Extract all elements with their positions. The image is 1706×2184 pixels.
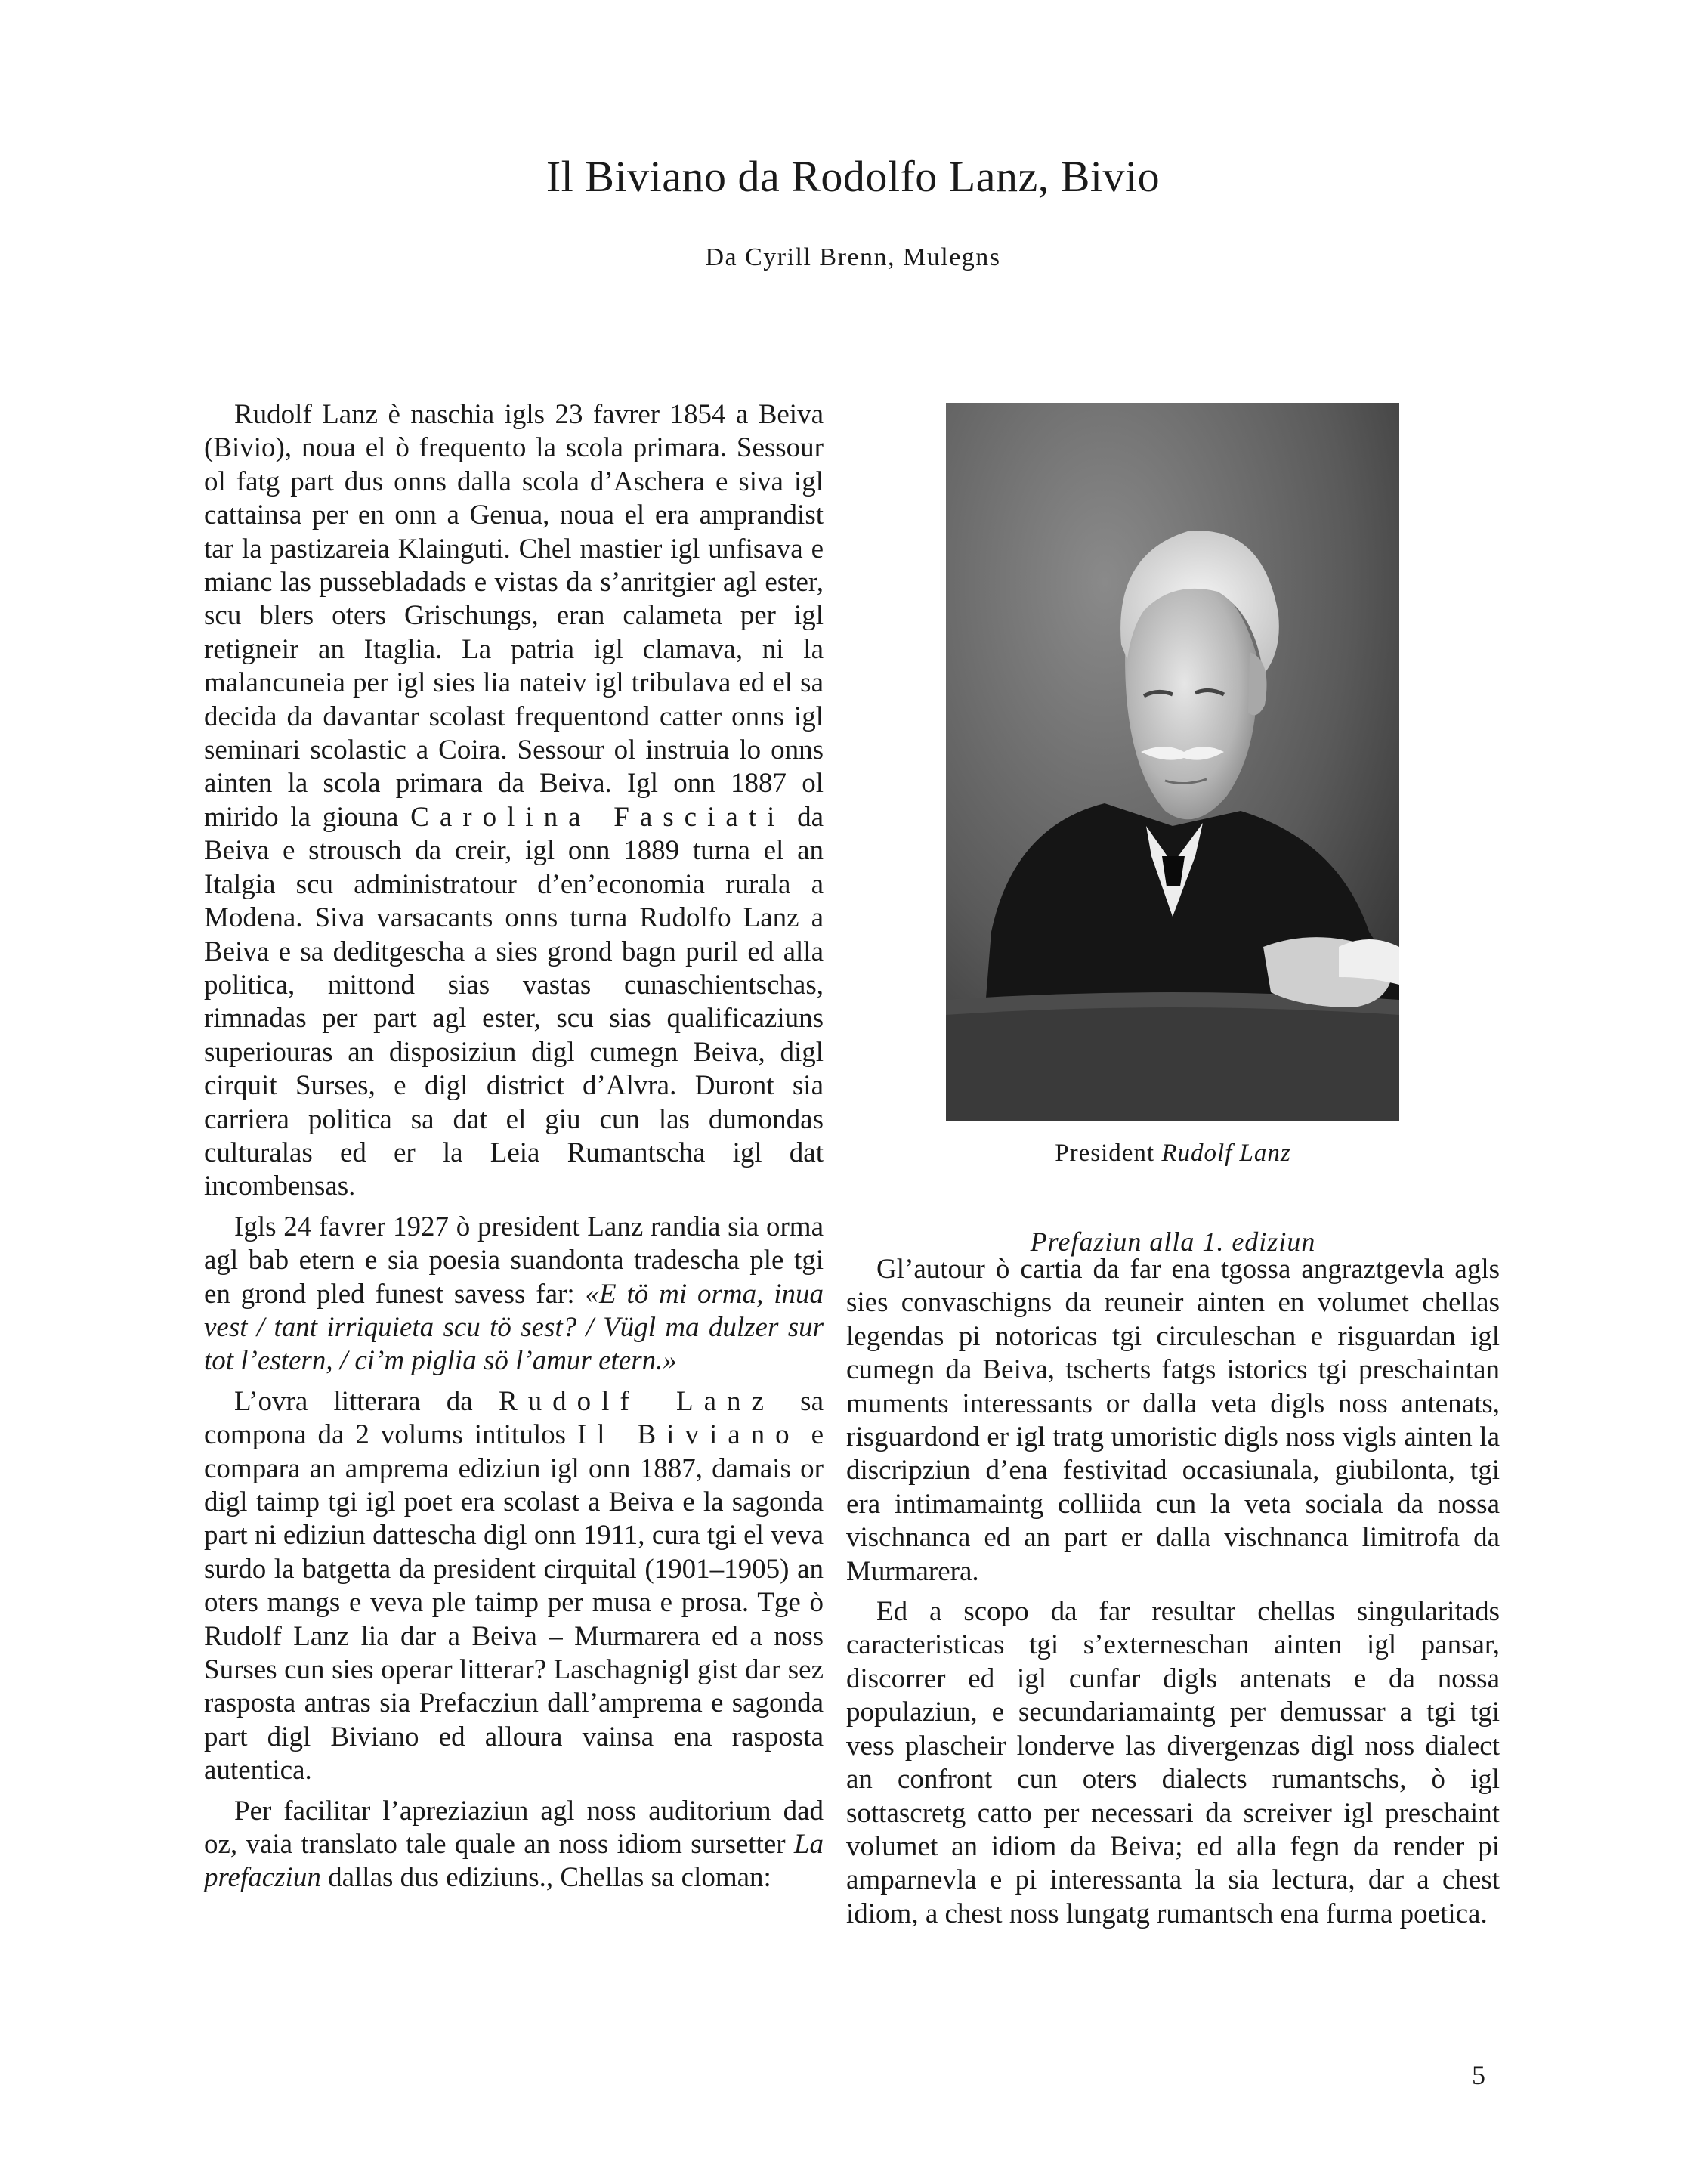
poem-quote: «E tö mi orma, inua vest / tant irriquieta scu tö sest? / Vügl ma dulzer sur tot l’estern, / ci’m piglia sö l’amur etern.» bbox=[204, 1278, 824, 1377]
paragraph-death: Igls 24 favrer 1927 ò president Lanz randia sia orma agl bab etern e sia poesia suandonta tradescha ple tgi en grond pled funest savess far: «E tö mi orma, inua vest / tant irriquieta scu tö sest? / Vügl ma dulzer sur tot l’estern, / ci’m piglia sö l’amur etern.» bbox=[204, 1211, 824, 1377]
article-author: Da Cyrill Brenn, Mulegns bbox=[705, 243, 1001, 271]
work-title-spaced: Il Biviano bbox=[576, 1419, 800, 1451]
paragraph-preface-2: Ed a scopo da far resultar chellas singularitads caracteristicas tgi s’externeschan ainten igl pansar, discorrer ed igl cunfar digls antenats e da nossa populaziun, e secundariamaintg per demussar a tgi tgi vess plascheir londerve las divergenzas digl noss dialect an confront cun oters dialects rumantschs, ò igl sottascretg catto per necessari da screiver igl preschaint volumet an idiom da Beiva; ed alla fegn da render pi amparnevla e pi interessanta la sia lectura, dar a chest idiom, a chest noss lungatg rumantsch ena furma poetica. bbox=[846, 1596, 1500, 1929]
photo-caption: President Rudolf Lanz bbox=[1055, 1140, 1291, 1167]
page-number: 5 bbox=[1472, 2060, 1485, 2090]
name-spaced: Carolina Fasciati bbox=[410, 801, 786, 833]
paragraph-translation: Per facilitar l’apreziaziun agl noss auditorium dad oz, vaia translato tale quale an noss idiom sursetter La prefacziun dallas dus ediziuns., Chellas sa cloman: bbox=[204, 1795, 824, 1894]
paragraph-biography: Rudolf Lanz è naschia igls 23 favrer 1854 a Beiva (Bivio), noua el ò frequento la scola primara. Sessour ol fatg part dus onns dalla scola d’Aschera e siva igl cattainsa per en onn a Genua, noua el era amprandist tar la pastizareia Klainguti. Chel mastier igl unfisava e mianc las pussebladads e vistas da s’anritgier agl ester, scu blers oters Grischungs, eran calameta per igl retigneir an Itaglia. La patria igl clamava, ni la malancuneia per igl sies lia nateiv igl tribulava ed el sa decida da davantar scolast frequentond catter onns igl seminari scolastic a Coira. Sessour ol instruia lo onns ainten la scola primara da Beiva. Igl onn 1887 ol mirido la giouna Carolina Fasciati da Beiva e strousch da creir, igl onn 1889 turna el an Italgia scu administratour d’en’economia rurala a Modena. Siva varsacants onns turna Rudolfo Lanz a Beiva e sa deditgescha a sies grond bagn puril ed alla politica, mittond sias vastas cunaschientschas, rimnadas per part agl ester, scu sias qualificaziuns superiouras an disposiziun digl cumegn Beiva, digl cirquit Surses, e digl district d’Alvra. Duront sia carriera politica sa dat el giu cun las dumondas culturalas ed er la Leia Rumantscha igl dat incombensas. bbox=[204, 399, 824, 1202]
paragraph-preface-1: Gl’autour ò cartia da far ena tgossa angraztgevla agls sies convaschigns da reuneir ainten en volumet chellas legendas pi notoricas tgi circuleschan e risguardan igl cumegn da Beiva, tscherts fatgs istorics tgi preschaintan muments interessants or dalla veta digls noss antenats, risguardond er igl tratg umoristic digls noss vigls ainten la discripziun d’ena festivitad occasiunala, giubilonta, tgi era intimamaintg colliida cun la veta sociala da nossa vischnanca ed an part er dalla vischnanca limitrofa da Murmarera. bbox=[846, 1254, 1500, 1587]
preface-title: La prefacziun bbox=[204, 1829, 824, 1894]
portrait-photo bbox=[946, 403, 1399, 1121]
right-column bbox=[846, 1253, 1500, 1931]
article-title: Il Biviano da Rodolfo Lanz, Bivio bbox=[545, 152, 1161, 201]
author-name-spaced: Rudolf Lanz bbox=[498, 1385, 774, 1417]
paragraph-works: L’ovra litterara da Rudolf Lanz sa compona da 2 volums intitulos Il Biviano e compara an amprema ediziun igl onn 1887, damais or digl taimp tgi igl poet era scolast a Beiva e la sagonda part ni ediziun dattescha digl onn 1911, cura tgi el veva surdo la batgetta da president cirquital (1901–1905) an oters mangs e veva ple taimp per musa e prosa. Tge ò Rudolf Lanz lia dar a Beiva – Murmarera ed a noss Surses cun sies operar litterar? Laschagnigl gist dar sez rasposta antras sia Prefacziun dall’amprema e sagonda part digl Biviano ed alloura vainsa ena rasposta autentica. bbox=[204, 1385, 824, 1786]
left-column bbox=[204, 398, 824, 1895]
preface-heading: Prefaziun alla 1. ediziun bbox=[1030, 1227, 1316, 1257]
